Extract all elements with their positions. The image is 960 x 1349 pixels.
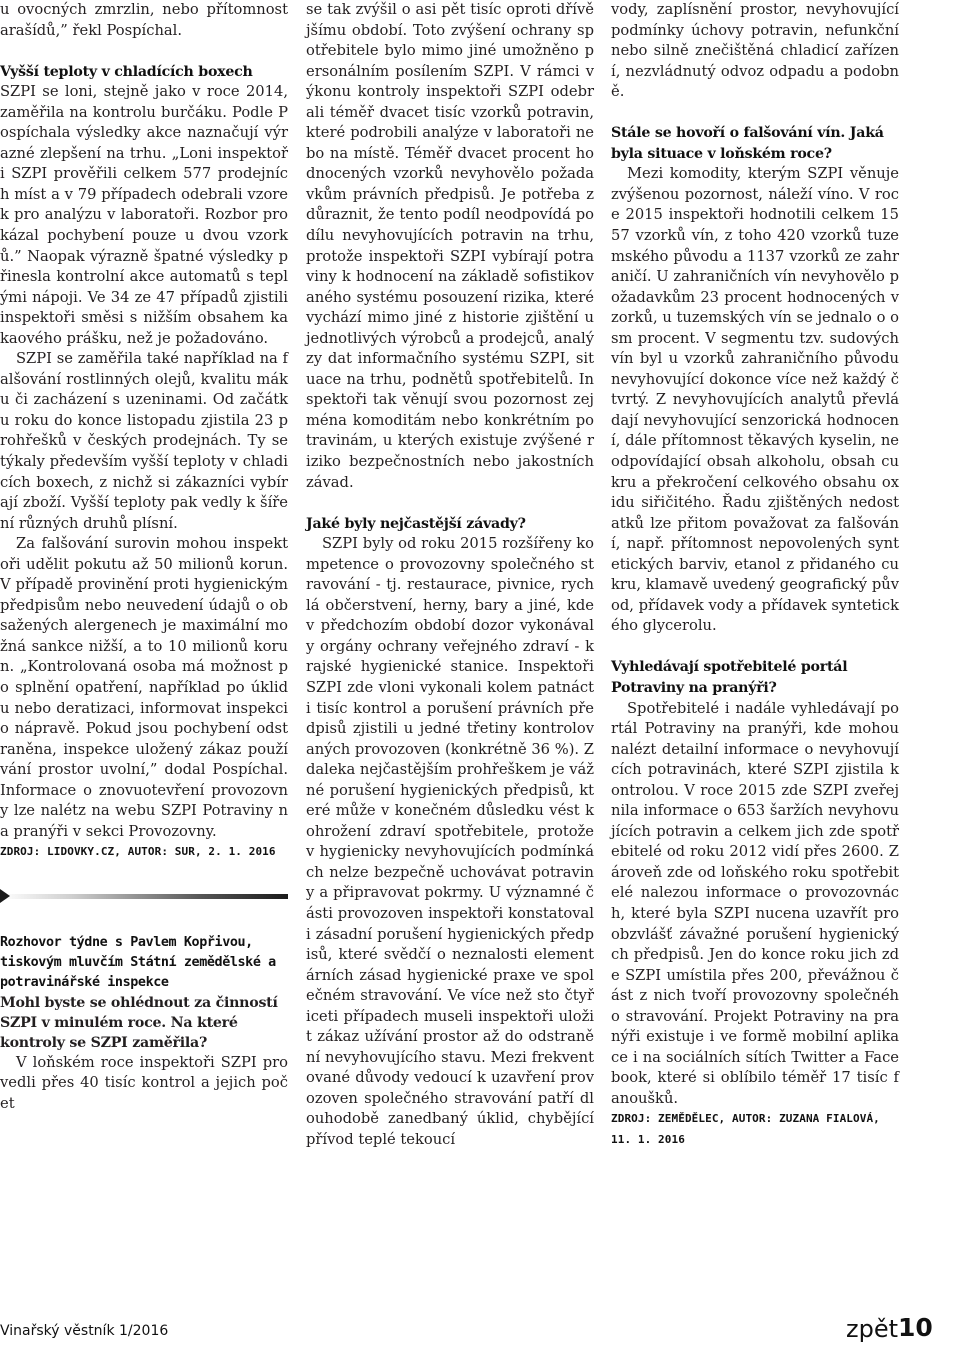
paragraph: SZPI se zaměřila také například na falšování rostlinných olejů, kvalitu máku či zacházení s uzeninami. Od začátku roku do konce listopadu zjistila 23 prohřešků v českých prodejnách. Ty se týkaly především vyšší teploty v chladicích boxech, z nichž si zákazníci vybírají zboží. Vyšší teploty pak vedly k šíření různých druhů plísní. xyxy=(0,350,288,532)
column-1 xyxy=(0,0,288,1115)
paragraph: Za falšování surovin mohou inspektoři udělit pokutu až 50 milionů korun. V případě provinění proti hygienickým předpisům nebo neuvedení údajů o obsažených alergenech je maximální možná sankce nižší, a to 10 milionů korun. „Kontrolovaná osoba má možnost po splnění opatření, například po úklidu nebo deratizaci, informovat inspekci o nápravě. Pokud jsou pochybení odstraněna, inspekce uložený zákaz používání prostor uvolní,” dodal Pospíchal. Informace o znovuotevření provozovny lze nalétz na webu SZPI Potraviny na pranýři v sekci Provozovny. xyxy=(0,535,288,840)
paragraph: V loňském roce inspektoři SZPI provedli přes 40 tisíc kontrol a jejich počet xyxy=(0,1053,288,1112)
paragraph: vody, zaplísnění prostor, nevyhovující podmínky úchovy potravin, nefunkční nebo silně znečištěná chladicí zařízení, nezvládnutý odvoz odpadu a podobně. xyxy=(611,1,899,101)
journal-footer: Vinařský věstník 1/2016 xyxy=(0,1323,169,1339)
paragraph: Spotřebitelé i nadále vyhledávají portál Potraviny na pranýři, kde mohou nalézt detailní informace o nevyhovujících potravinách, které SZPI zjistila kontrolou. V roce 2015 zde SZPI zveřejnila informace o 653 šaržích nevyhovujících potravin a celkem jich zde spotřebitelé od roku 2012 vidí přes 2600. Zároveň zde od loňského roku spotřebitelé nalezou informace o provozovnách, které byla SZPI nucena uzavřít pro obzvlášť závažné porušení hygienických předpisů. Jen do konce roku jich zde SZPI umístila přes 200, převážnou část z nich tvoří provozovny společného stravování. Projekt Potraviny na pranýři existuje i ve formě mobilní aplikace i na sociálních sítích Twitter a Facebook, které si oblíbilo téměř 17 tisíc fanoušků. xyxy=(611,699,899,1107)
column-2 xyxy=(306,0,594,1151)
divider-arrow-icon xyxy=(0,889,10,903)
paragraph: u ovocných zmrzlin, nebo přítomnost arašídů,” řekl Pospíchal. xyxy=(0,1,288,39)
interview-heading: Rozhovor týdne s Pavlem Kopřivou, tiskovým mluvčím Státní zemědělské a potravinářské inspekce xyxy=(0,934,276,990)
paragraph: SZPI byly od roku 2015 rozšířeny kompetence o provozovny společného stravování - tj. restaurace, pivnice, rychlá občerstvení, herny, bary a jiné, kde v předchozím období dozor vykonávaly orgány ochrany veřejného zdraví - krajské hygienické stanice. Inspektoři SZPI zde vloni vykonali kolem patnácti tisíc kontrol a porušení právních předpisů zjistili u jedné třetiny kontrolovaných provozoven (konkrétně 36 %). Zdaleka nejčastějším prohřeškem je vážné porušení hygienických předpisů, které může v konečném důsledku vést k ohrožení zdraví spotřebitele, protože v hygienicky nevyhovujících podmínkách nelze bezpečně uchovávat potraviny a připravovat pokrmy. U významné části provozoven inspektoři konstatovali zásadní porušení hygienických předpisů, které svědčí o neznalosti elementárních zásad hygienické praxe ve společném stravování. Ve více než sto čtyřiceti případech museli inspektoři uložit zákaz užívání prostor až do odstranění nevyhovujícího stavu. Mezi frekventované důvody vedoucí k uzavření provozoven společného stravování patří dlouhodobě zanedbaný úklid, chybějící přívod teplé tekoucí xyxy=(306,535,594,1149)
section-heading: Stále se hovoří o falšování vín. Jaká byla situace v loňském roce? xyxy=(611,125,884,162)
column-3 xyxy=(611,0,899,1150)
page-number: 10 xyxy=(898,1313,933,1342)
paragraph: SZPI se loni, stejně jako v roce 2014, zaměřila na kontrolu burčáku. Podle Pospíchala výsledky akce naznačují výrazné zlepšení na trhu. „Loni inspektoři SZPI prověřili celkem 577 prodejních míst a v 79 případech odebrali vzorek pro analýzu v laboratoři. Rozbor prokázal pochybení pouze u dvou vzorků.” Naopak výrazně špatné výsledky přinesla kontrolní akce automatů s teplými nápoji. Ve 34 ze 47 případů zjistili inspektoři směsi s nižším obsahem kakaového prášku, než je požadováno. xyxy=(0,83,288,347)
section-heading: Vyšší teploty v chladících boxech xyxy=(0,63,253,80)
source-credit: ZDROJ: LIDOVKY.CZ, AUTOR: SUR, 2. 1. 2016 xyxy=(0,845,276,859)
article-divider xyxy=(0,889,288,903)
interview-question: Mohl byste se ohlédnout za činností SZPI v minulém roce. Na které kontroly se SZPI zaměřila? xyxy=(0,994,278,1051)
section-heading: Jaké byly nejčastější závady? xyxy=(306,515,526,532)
paragraph: Mezi komodity, kterým SZPI věnuje zvýšenou pozornost, náleží víno. V roce 2015 inspektoři hodnotili celkem 1557 vzorků vín, z toho 420 vzorků tuzemského původu a 1137 vzorků ze zahraničí. U zahraničních vín nevyhovělo požadavkům 23 procent hodnocených vzorků, u tuzemských vín se jednalo o osm procent. V segmentu tzv. sudových vín byl u vzorků zahraničního původu nevyhovující dokonce více než každý čtvrtý. Z nevyhovujících analytů převládají nevyhovující senzorická hodnocení, dále přítomnost těkavých kyselin, neodpovídající obsah alkoholu, obsah cukru a překročení celkového obsahu oxidu siřičitého. Řadu zjištěných nedostatků lze přitom považovat za falšování, např. přítomnost nepovolených syntetických barviv, etanol z přidaného cukru, klamavě uvedený geografický původ, přídavek vody a přídavek syntetického glycerolu. xyxy=(611,165,899,635)
source-credit: ZDROJ: ZEMĚDĚLEC, AUTOR: ZUZANA FIALOVÁ, 11. 1. 2016 xyxy=(611,1112,880,1146)
section-heading: Vyhledávají spotřebitelé portál Potraviny na pranýři? xyxy=(611,659,848,696)
paragraph: se tak zvýšil o asi pět tisíc oproti dřívějšímu období. Toto zvýšení ochrany spotřebitele bylo mimo jiné umožněno personálním posílením SZPI. V rámci výkonu kontroly inspektoři SZPI odebrali téměř dvacet tisíc vzorků potravin, které podrobili analýze v laboratoři nebo na místě. Téměř dvacet procent hodnocených vzorků nevyhovělo požadavkům právních předpisů. Je potřeba zdůraznit, že tento podíl neodpovídá podílu nevyhovujících potravin na trhu, protože inspektoři SZPI vybírají potraviny k hodnocení na základě sofistikovaného systému posouzení rizika, které vychází mimo jiné z historie zjištění u jednotlivých výrobců a prodejců, analýzy dat informačního systému SZPI, situace na trhu, podnětů spotřebitelů. Inspektoři tak věnují svou pozornost zejména komoditám nebo konkrétním potravinám, u kterých existuje zvýšené riziko bezpečnostních nebo jakostních závad. xyxy=(306,1,594,491)
divider-bar xyxy=(0,894,288,899)
back-link[interactable]: zpět xyxy=(845,1315,898,1343)
